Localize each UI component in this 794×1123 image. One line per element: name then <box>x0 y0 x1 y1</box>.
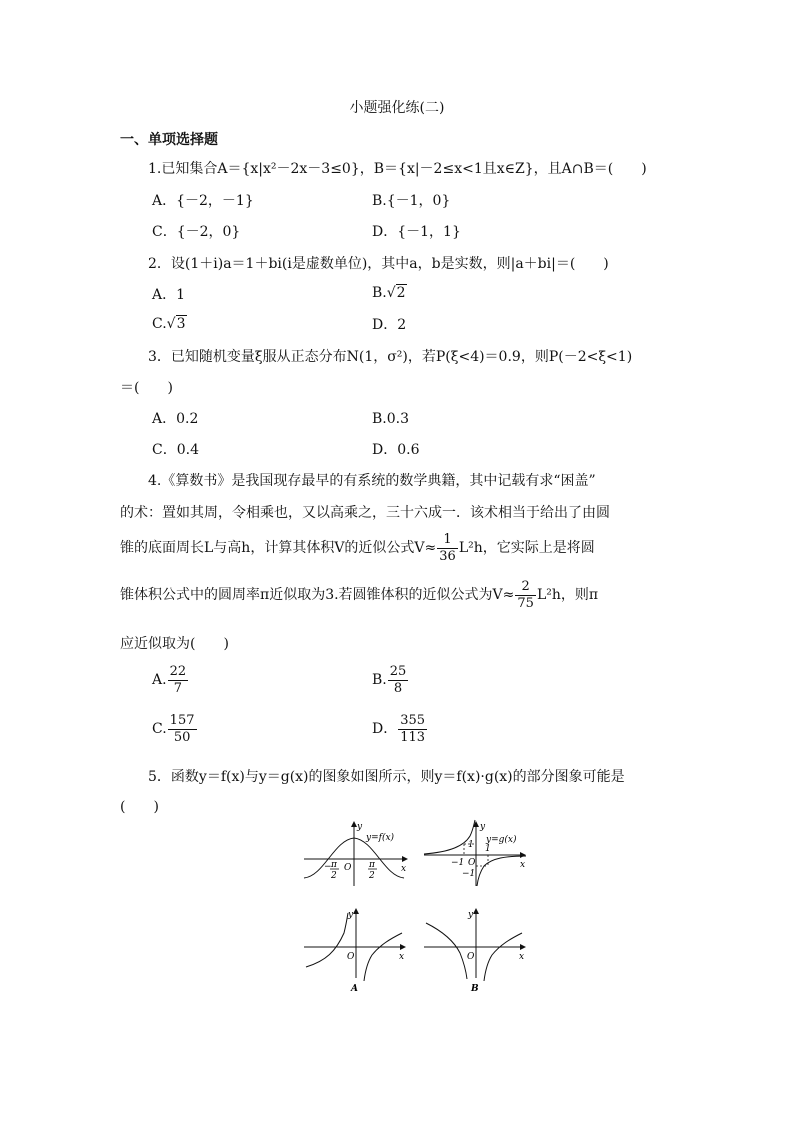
curve-a-right <box>364 933 405 981</box>
denominator: 50 <box>173 729 191 745</box>
y-label: y <box>480 822 486 832</box>
x-axis-arrow <box>520 852 526 858</box>
option-label: A. <box>152 672 167 689</box>
q2-stem: 2．设(1＋i)a＝1＋bi(i是虚数单位)，其中a，b是实数，则|a＋bi|＝( ) <box>148 256 609 272</box>
q3-option-a: A．0.2 <box>152 411 199 427</box>
q3-option-b: B.0.3 <box>372 411 410 427</box>
q1-option-c: C．{－2，0} <box>152 224 241 240</box>
q1-option-a: A．{－2，－1} <box>152 193 254 209</box>
q2-option-a: A．1 <box>152 287 186 303</box>
q1-stem: 1.已知集合A＝{x|x²－2x－3≤0}，B＝{x|－2≤x<1且x∈Z}，且A∩B＝( ) <box>148 161 647 177</box>
q5-line2: ( ) <box>120 799 159 815</box>
curve-label: y=g(x) <box>486 835 517 845</box>
q4-line3-text: 锥的底面周长L与高h，计算其体积V的近似公式V≈ <box>120 540 437 557</box>
tick-sign: − <box>324 862 332 872</box>
tick-neg1: −1 <box>451 858 465 868</box>
sqrt-symbol: √3 <box>166 316 186 332</box>
numerator: 25 <box>389 664 407 679</box>
q2-option-b-label: B. <box>372 285 387 301</box>
q4-line3-text-end: L²h，它实际上是将圆 <box>458 540 595 557</box>
origin-label: O <box>468 858 476 868</box>
tick-num: π <box>331 860 337 870</box>
q2-option-b-radicand: 2 <box>396 285 406 301</box>
fraction <box>437 533 458 563</box>
tick-1-x: 1 <box>485 844 491 854</box>
x-axis-arrow <box>402 856 408 862</box>
q4-option-c <box>152 714 198 744</box>
q2-option-d: D．2 <box>372 317 407 333</box>
origin-label: O <box>347 952 355 962</box>
sqrt-symbol: √2 <box>386 285 406 301</box>
q3-option-d: D．0.6 <box>372 442 420 458</box>
option-label: B. <box>372 672 387 689</box>
x-label: x <box>519 952 525 962</box>
option-label: D． <box>372 721 398 738</box>
q1-option-b: B.{－1，0} <box>372 193 451 209</box>
curve-a-left <box>306 913 348 967</box>
x-label: x <box>520 860 526 870</box>
figure-option-b <box>420 903 532 993</box>
q4-line4-text: 锥体积公式中的圆周率π近似取为3.若圆锥体积的近似公式为V≈ <box>120 587 515 604</box>
q4-line2: 的术：置如其周，令相乘也，又以高乘之，三十六成一．该术相当于给出了由圆 <box>120 505 610 521</box>
origin-label: O <box>344 863 352 873</box>
figure-caption: B <box>471 984 479 993</box>
y-axis-arrow <box>473 908 479 914</box>
y-label: y <box>348 910 354 920</box>
curve-b-left <box>426 923 467 979</box>
page-title: 小题强化练(二) <box>349 100 445 116</box>
figure-caption: A <box>351 984 358 993</box>
y-label: y <box>357 822 363 832</box>
q4-line5: 应近似取为( ) <box>120 636 229 652</box>
q3-stem-cont: ＝( ) <box>120 380 173 396</box>
fraction <box>168 665 189 695</box>
q1-option-d: D．{－1，1} <box>372 224 461 240</box>
tick-den: 2 <box>331 871 337 881</box>
curve-label: y=f(x) <box>366 833 395 843</box>
denominator: 7 <box>173 680 182 696</box>
x-axis-arrow <box>400 944 406 950</box>
section-heading: 一、单项选择题 <box>120 132 218 148</box>
curve-g-right <box>477 856 526 886</box>
fraction <box>388 665 409 695</box>
x-label: x <box>399 952 405 962</box>
q2-option-c <box>152 317 187 331</box>
tick-1: 1 <box>468 840 474 850</box>
tick-num: π <box>369 860 375 870</box>
q5-line1: 5．函数y＝f(x)与y＝g(x)的图象如图所示，则y＝f(x)·g(x)的部分图象可能是 <box>148 769 625 785</box>
denominator: 36 <box>439 548 456 564</box>
q2-option-c-radicand: 3 <box>176 316 186 332</box>
q2-option-c-label: C. <box>152 316 167 332</box>
figure-g <box>420 818 532 888</box>
y-axis-arrow <box>353 908 359 914</box>
q4-option-b <box>372 665 409 695</box>
q3-stem: 3．已知随机变量ξ服从正态分布N(1，σ²)，若P(ξ<4)＝0.9，则P(－2<ξ<1) <box>148 349 633 365</box>
q4-option-a <box>152 665 189 695</box>
curve-b-right <box>484 933 525 981</box>
x-axis-arrow <box>520 944 526 950</box>
numerator: 157 <box>169 713 195 728</box>
denominator: 8 <box>393 680 403 696</box>
q2-option-b <box>372 286 407 300</box>
q4-line4 <box>120 580 598 610</box>
tick-den: 2 <box>369 871 375 881</box>
q4-line3 <box>120 533 595 563</box>
q3-option-c: C．0.4 <box>152 442 199 458</box>
y-label: y <box>468 910 474 920</box>
q4-option-d <box>372 714 428 744</box>
tick-neg1-y: −1 <box>462 869 476 879</box>
numerator: 2 <box>515 580 536 596</box>
fraction <box>515 580 536 610</box>
denominator: 113 <box>400 729 426 745</box>
q4-line1: 4.《算数书》是我国现存最早的有系统的数学典籍，其中记载有求“困盖” <box>148 473 596 489</box>
numerator: 22 <box>169 664 187 679</box>
fraction <box>168 714 197 744</box>
x-label: x <box>401 864 407 874</box>
figure-f <box>300 818 412 888</box>
denominator: 75 <box>517 595 534 611</box>
figure-option-a <box>300 903 412 993</box>
origin-label: O <box>467 952 475 962</box>
numerator: 1 <box>437 533 458 549</box>
option-label: C. <box>152 721 167 738</box>
fraction <box>398 714 427 744</box>
numerator: 355 <box>400 713 426 728</box>
q4-line4-text-end: L²h，则π <box>536 587 599 604</box>
